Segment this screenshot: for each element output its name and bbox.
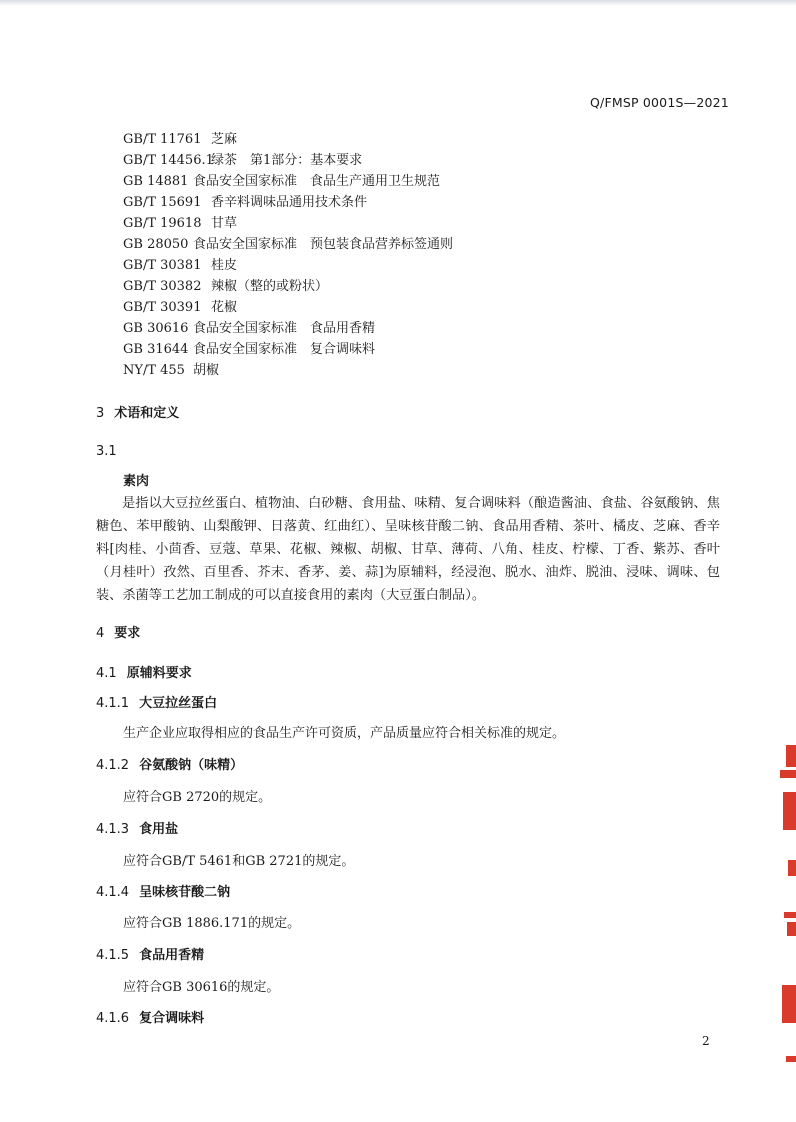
standard-code: GB/T 19618 — [123, 216, 202, 231]
standard-code: GB/T 11761 — [123, 132, 202, 147]
standard-title: 花椒 — [211, 300, 238, 315]
standard-title: 甘草 — [211, 216, 238, 231]
section-title: 原辅料要求 — [126, 666, 192, 681]
standard-code: GB/T 30381 — [123, 258, 202, 273]
standard-title: 桂皮 — [211, 258, 238, 273]
section-number: 4 — [96, 626, 105, 641]
clause-number: 4.1.2 — [96, 758, 130, 773]
clause-title: 谷氨酸钠（味精） — [139, 758, 244, 773]
standard-title: 食品安全国家标准 预包装食品营养标签通则 — [193, 237, 454, 252]
term-definition: 是指以大豆拉丝蛋白、植物油、白砂糖、食用盐、味精、复合调味料（酿造酱油、食盐、谷氨酸钠、焦糖色、苯甲酸钠、山梨酸钾、日落黄、红曲红）、呈味核苷酸二钠、食品用香精、茶叶、橘皮、芝麻、香辛料[肉桂、小茴香、豆蔻、草果、花椒、辣椒、胡椒、甘草、薄荷、八角、桂皮、柠檬、丁香、紫苏、香叶（月桂叶）孜然、百里香、芥末、香茅、姜、蒜]为原辅料，经浸泡、脱水、油炸、脱油、浸味、调味、包装、杀菌等工艺加工制成的可以直接食用的素肉（大豆蛋白制品）。 — [96, 496, 720, 603]
document-code: Q/FMSP 0001S—2021 — [590, 95, 729, 110]
scan-edge — [0, 0, 796, 6]
standard-title: 胡椒 — [193, 363, 220, 378]
reference-item — [123, 360, 453, 381]
standard-title: 香辛料调味品通用技术条件 — [211, 195, 368, 210]
clause-number: 4.1.1 — [96, 696, 130, 711]
clause-number: 4.1.5 — [96, 948, 130, 963]
clause-number: 3.1 — [96, 444, 117, 459]
page-number: 2 — [702, 1034, 710, 1048]
standard-title: 绿茶 第1部分：基本要求 — [211, 153, 363, 168]
standard-code: GB 28050 — [123, 237, 189, 252]
clause-text-4-1-3: 应符合GB/T 5461和GB 2721的规定。 — [123, 854, 355, 869]
clause-text-4-1-4: 应符合GB 1886.171的规定。 — [123, 916, 301, 931]
reference-item — [123, 234, 453, 255]
standard-title: 食品安全国家标准 食品生产通用卫生规范 — [193, 174, 441, 189]
reference-item — [123, 276, 453, 297]
reference-item — [123, 255, 453, 276]
clause-heading-4-1-1 — [96, 692, 217, 711]
clause-title: 复合调味料 — [139, 1011, 205, 1026]
standard-code: GB 14881 — [123, 174, 189, 189]
standard-code: GB/T 30382 — [123, 279, 202, 294]
clause-heading-4-1-6 — [96, 1007, 204, 1026]
standard-code: GB/T 14456.1 — [123, 153, 214, 168]
standard-code: NY/T 455 — [123, 363, 185, 378]
reference-item — [123, 339, 453, 360]
reference-item — [123, 213, 453, 234]
clause-title: 食用盐 — [139, 822, 179, 837]
standard-code: GB 31644 — [123, 342, 189, 357]
clause-heading-4-1-4 — [96, 881, 230, 900]
clause-text-4-1-2: 应符合GB 2720的规定。 — [123, 790, 272, 805]
reference-item — [123, 297, 453, 318]
reference-item — [123, 150, 453, 171]
section-heading-4-1 — [96, 662, 192, 681]
standard-title: 芝麻 — [211, 132, 238, 147]
reference-item — [123, 318, 453, 339]
clause-title: 呈味核苷酸二钠 — [139, 885, 231, 900]
section-number: 3 — [96, 406, 105, 421]
standard-code: GB/T 30391 — [123, 300, 202, 315]
section-heading-4 — [96, 622, 140, 641]
standard-code: GB/T 15691 — [123, 195, 202, 210]
reference-item — [123, 192, 453, 213]
section-title: 术语和定义 — [114, 406, 180, 421]
reference-item — [123, 171, 453, 192]
clause-number-3-1 — [96, 444, 117, 459]
clause-number: 4.1.4 — [96, 885, 130, 900]
standard-title: 辣椒（整的或粉状） — [211, 279, 329, 294]
clause-text-4-1-1: 生产企业应取得相应的食品生产许可资质，产品质量应符合相关标准的规定。 — [123, 726, 566, 741]
reference-item — [123, 129, 453, 150]
standard-title: 食品安全国家标准 食品用香精 — [193, 321, 376, 336]
clause-text-4-1-5: 应符合GB 30616的规定。 — [123, 980, 280, 995]
normative-references-list — [123, 129, 453, 381]
clause-number: 4.1.3 — [96, 822, 130, 837]
section-number: 4.1 — [96, 666, 117, 681]
standard-title: 食品安全国家标准 复合调味料 — [193, 342, 376, 357]
term-name: 素肉 — [123, 474, 150, 489]
clause-number: 4.1.6 — [96, 1011, 130, 1026]
standard-code: GB 30616 — [123, 321, 189, 336]
section-heading-3 — [96, 402, 179, 421]
clause-heading-4-1-5 — [96, 944, 204, 963]
clause-title: 食品用香精 — [139, 948, 205, 963]
section-title: 要求 — [114, 626, 141, 641]
clause-heading-4-1-3 — [96, 818, 178, 837]
clause-title: 大豆拉丝蛋白 — [139, 696, 218, 711]
clause-heading-4-1-2 — [96, 754, 243, 773]
